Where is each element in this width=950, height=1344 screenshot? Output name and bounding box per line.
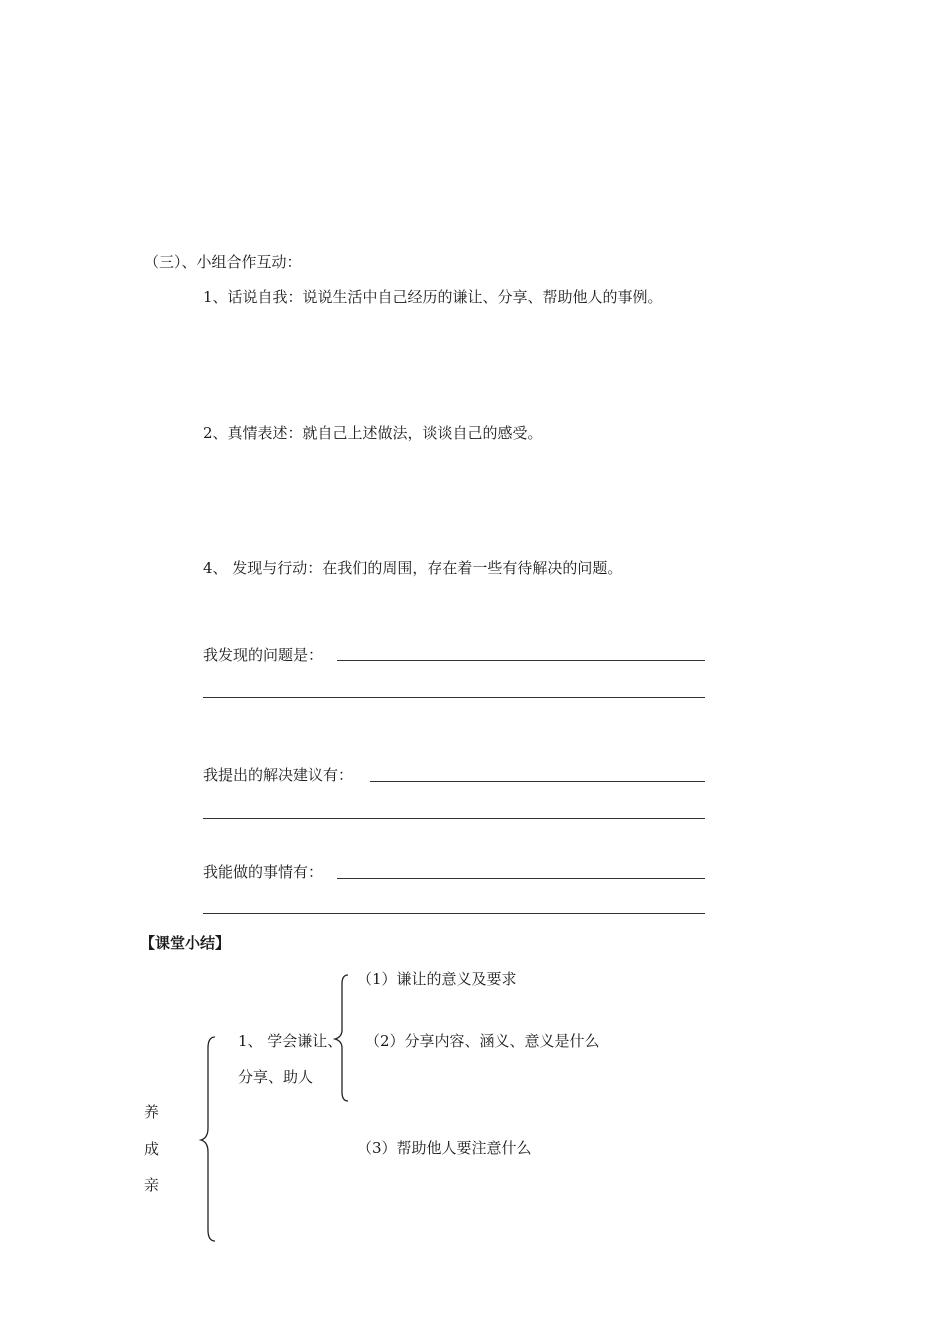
item-2-text: 2、真情表述：就自己上述做法，谈谈自己的感受。 (203, 424, 543, 442)
root-brace (200, 1036, 220, 1242)
can-do-label: 我能做的事情有： (203, 863, 324, 881)
summary-heading: 【课堂小结】 (140, 934, 231, 952)
summary-branch-1-line-1: 1、 学会谦让、 (238, 1032, 343, 1050)
summary-branch-1-line-2: 分享、助人 (238, 1068, 314, 1086)
can-do-answer-line-1[interactable] (337, 878, 705, 879)
summary-root-char-2: 成 (144, 1140, 160, 1158)
summary-root-char-1: 养 (144, 1103, 160, 1121)
section-heading: （三）、小组合作互动： (144, 253, 302, 271)
summary-sub-1: （1）谦让的意义及要求 (357, 970, 517, 988)
suggestion-answer-line-2[interactable] (203, 818, 705, 819)
suggestion-label: 我提出的解决建议有： (203, 766, 354, 784)
item-4-text: 4、 发现与行动：在我们的周围，存在着一些有待解决的问题。 (203, 559, 623, 577)
item-1-text: 1、话说自我：说说生活中自己经历的谦让、分享、帮助他人的事例。 (203, 288, 663, 306)
found-problem-answer-line-1[interactable] (337, 660, 705, 661)
found-problem-answer-line-2[interactable] (203, 697, 705, 698)
summary-sub-2: （2）分享内容、涵义、意义是什么 (365, 1032, 600, 1050)
summary-sub-3: （3）帮助他人要注意什么 (357, 1139, 532, 1157)
suggestion-answer-line-1[interactable] (370, 781, 705, 782)
branch-brace (334, 974, 352, 1102)
summary-root-char-3: 亲 (144, 1176, 160, 1194)
can-do-answer-line-2[interactable] (203, 913, 705, 914)
found-problem-label: 我发现的问题是： (203, 646, 324, 664)
